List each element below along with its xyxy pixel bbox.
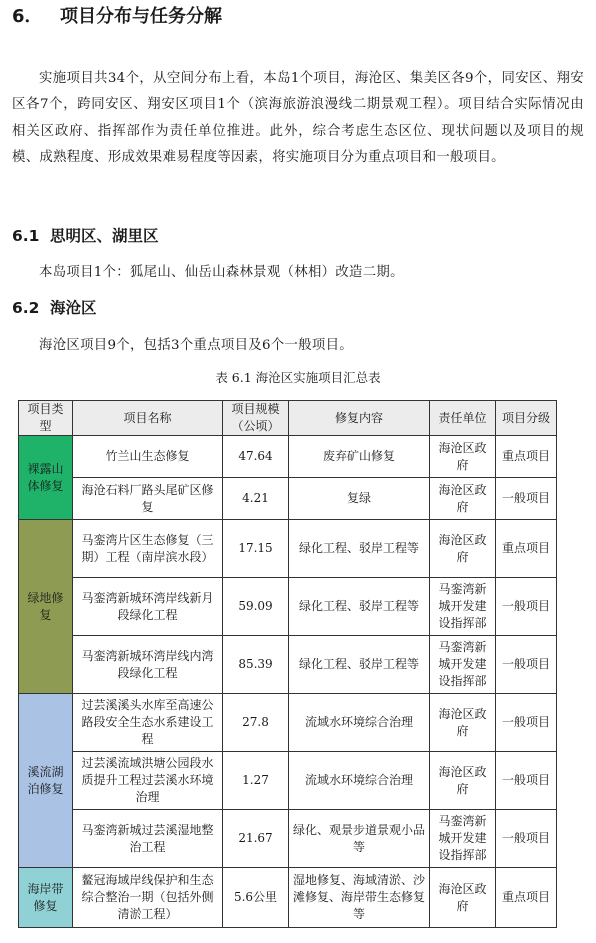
- type-cell: 海岸带修复: [19, 868, 73, 928]
- level-cell: 一般项目: [496, 636, 557, 694]
- scale-cell: 17.15: [223, 520, 289, 578]
- table-row: [19, 578, 557, 636]
- name-cell: 竹兰山生态修复: [73, 436, 223, 478]
- subsection-title: 海沧区: [50, 299, 97, 317]
- name-cell: 鳌冠海域岸线保护和生态综合整治一期（包括外侧清淤工程）: [73, 868, 223, 928]
- header-cell: 修复内容: [289, 401, 430, 436]
- unit-cell: 海沧区政府: [430, 752, 496, 810]
- unit-cell: 海沧区政府: [430, 520, 496, 578]
- level-cell: 一般项目: [496, 752, 557, 810]
- table-row: [19, 752, 557, 810]
- type-cell: 绿地修复: [19, 520, 73, 694]
- content-cell: 绿化工程、驳岸工程等: [289, 520, 430, 578]
- type-cell: 溪流湖泊修复: [19, 694, 73, 868]
- level-cell: 重点项目: [496, 436, 557, 478]
- unit-cell: 海沧区政府: [430, 694, 496, 752]
- table-row: [19, 694, 557, 752]
- level-cell: 重点项目: [496, 520, 557, 578]
- unit-cell: 海沧区政府: [430, 868, 496, 928]
- name-cell: 马銮湾新城过芸溪湿地整治工程: [73, 810, 223, 868]
- subsection-heading-6-1: [12, 225, 159, 247]
- subsection-paragraph-6-2: 海沧区项目9个，包括3个重点项目及6个一般项目。: [39, 338, 353, 353]
- unit-cell: 马銮湾新城开发建设指挥部: [430, 636, 496, 694]
- name-cell: 马銮湾新城环湾岸线内湾段绿化工程: [73, 636, 223, 694]
- table-row: [19, 520, 557, 578]
- table-header-row: [19, 401, 557, 436]
- scale-cell: 4.21: [223, 478, 289, 520]
- table-row: [19, 868, 557, 928]
- subsection-heading-6-2: [12, 297, 97, 319]
- scale-cell: 85.39: [223, 636, 289, 694]
- scale-cell: 47.64: [223, 436, 289, 478]
- table-row: [19, 436, 557, 478]
- table-row: [19, 810, 557, 868]
- section-number: 6．: [12, 6, 43, 27]
- content-cell: 流域水环境综合治理: [289, 694, 430, 752]
- subsection-number: 6.1: [12, 227, 40, 245]
- content-cell: 流域水环境综合治理: [289, 752, 430, 810]
- content-cell: 湿地修复、海域清淤、沙滩修复、海岸带生态修复等: [289, 868, 430, 928]
- scale-cell: 59.09: [223, 578, 289, 636]
- table-row: [19, 478, 557, 520]
- header-cell: 项目类型: [19, 401, 73, 436]
- level-cell: 重点项目: [496, 868, 557, 928]
- unit-cell: 马銮湾新城开发建设指挥部: [430, 810, 496, 868]
- table-caption: 表 6.1 海沧区实施项目汇总表: [215, 370, 381, 385]
- level-cell: 一般项目: [496, 578, 557, 636]
- subsection-paragraph-6-1: 本岛项目1个：狐尾山、仙岳山森林景观（林相）改造二期。: [39, 265, 404, 280]
- project-summary-table: [18, 400, 557, 928]
- level-cell: 一般项目: [496, 478, 557, 520]
- subsection-number: 6.2: [12, 299, 40, 317]
- subsection-title: 思明区、湖里区: [50, 227, 159, 245]
- content-cell: 废弃矿山修复: [289, 436, 430, 478]
- section-title: 项目分布与任务分解: [60, 6, 222, 27]
- content-cell: 绿化、观景步道景观小品等: [289, 810, 430, 868]
- scale-cell: 1.27: [223, 752, 289, 810]
- header-cell: 责任单位: [430, 401, 496, 436]
- intro-paragraph: 实施项目共34个，从空间分布上看，本岛1个项目，海沧区、集美区各9个，同安区、翔安区各7个，跨同安区、翔安区项目1个（滨海旅游浪漫线二期景观工程）。项目结合实际情况由相关区政府、指挥部作为责任单位推进。此外，综合考虑生态区位、现状问题以及项目的规模、成熟程度、形成效果难易程度等因素，将实施项目分为重点项目和一般项目。: [12, 71, 584, 166]
- name-cell: 马銮湾片区生态修复（三期）工程（南岸滨水段）: [73, 520, 223, 578]
- scale-cell: 27.8: [223, 694, 289, 752]
- section-heading: [12, 4, 222, 30]
- unit-cell: 海沧区政府: [430, 478, 496, 520]
- content-cell: 复绿: [289, 478, 430, 520]
- scale-cell: 5.6公里: [223, 868, 289, 928]
- level-cell: 一般项目: [496, 694, 557, 752]
- header-cell: 项目分级: [496, 401, 557, 436]
- name-cell: 马銮湾新城环湾岸线新月段绿化工程: [73, 578, 223, 636]
- unit-cell: 海沧区政府: [430, 436, 496, 478]
- content-cell: 绿化工程、驳岸工程等: [289, 578, 430, 636]
- name-cell: 过芸溪流域洪塘公园段水质提升工程过芸溪水环境治理: [73, 752, 223, 810]
- header-cell: 项目规模（公顷）: [223, 401, 289, 436]
- level-cell: 一般项目: [496, 810, 557, 868]
- table-row: [19, 636, 557, 694]
- scale-cell: 21.67: [223, 810, 289, 868]
- header-cell: 项目名称: [73, 401, 223, 436]
- unit-cell: 马銮湾新城开发建设指挥部: [430, 578, 496, 636]
- name-cell: 过芸溪溪头水库至高速公路段安全生态水系建设工程: [73, 694, 223, 752]
- name-cell: 海沧石料厂路头尾矿区修复: [73, 478, 223, 520]
- type-cell: 裸露山体修复: [19, 436, 73, 520]
- content-cell: 绿化工程、驳岸工程等: [289, 636, 430, 694]
